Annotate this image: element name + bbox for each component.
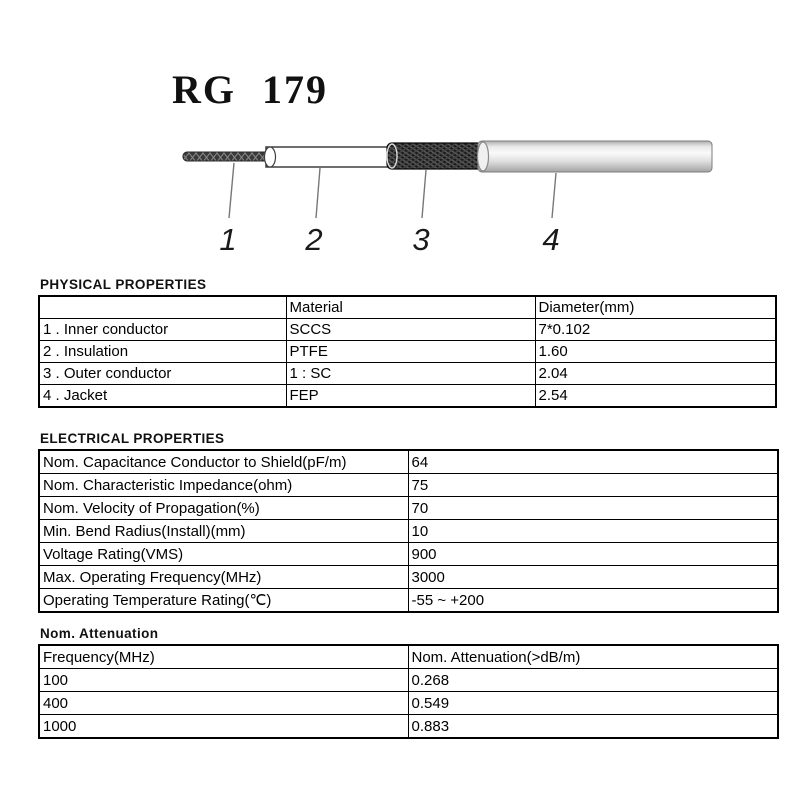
physical-properties-heading: PHYSICAL PROPERTIES bbox=[40, 277, 207, 292]
table-cell: 1 . Inner conductor bbox=[39, 319, 286, 341]
table-cell: 100 bbox=[39, 669, 408, 692]
attenuation-table bbox=[38, 644, 779, 739]
table-cell: Nom. Velocity of Propagation(%) bbox=[39, 497, 408, 520]
table-cell: 75 bbox=[408, 474, 778, 497]
insulation-part bbox=[265, 147, 393, 167]
table-cell: 900 bbox=[408, 543, 778, 566]
header-row bbox=[39, 645, 778, 669]
table-row bbox=[39, 543, 778, 566]
table-cell: 3 . Outer conductor bbox=[39, 363, 286, 385]
table-cell: Nom. Characteristic Impedance(ohm) bbox=[39, 474, 408, 497]
table-cell: Nom. Capacitance Conductor to Shield(pF/m) bbox=[39, 450, 408, 474]
column-header: Diameter(mm) bbox=[535, 296, 776, 319]
table-cell: PTFE bbox=[286, 341, 535, 363]
table-row bbox=[39, 319, 776, 341]
table-row bbox=[39, 341, 776, 363]
inner-conductor-part bbox=[183, 152, 271, 161]
table-cell: 1000 bbox=[39, 715, 408, 739]
table-cell: 10 bbox=[408, 520, 778, 543]
table-cell: 2.54 bbox=[535, 385, 776, 408]
table-cell: SCCS bbox=[286, 319, 535, 341]
table-cell: 70 bbox=[408, 497, 778, 520]
table-row bbox=[39, 692, 778, 715]
table-row bbox=[39, 497, 778, 520]
outer-conductor-part bbox=[387, 143, 482, 169]
table-row bbox=[39, 589, 778, 613]
column-header bbox=[39, 296, 286, 319]
table-cell: 2.04 bbox=[535, 363, 776, 385]
column-header: Material bbox=[286, 296, 535, 319]
part-label-2: 2 bbox=[305, 222, 323, 257]
table-row bbox=[39, 669, 778, 692]
electrical-properties-table bbox=[38, 449, 779, 613]
part-label-3: 3 bbox=[412, 222, 430, 257]
table-cell: 3000 bbox=[408, 566, 778, 589]
table-row bbox=[39, 385, 776, 408]
table-cell: 1 : SC bbox=[286, 363, 535, 385]
table-row bbox=[39, 363, 776, 385]
table-cell: 64 bbox=[408, 450, 778, 474]
table-cell: 1.60 bbox=[535, 341, 776, 363]
table-cell: Operating Temperature Rating(℃) bbox=[39, 589, 408, 613]
table-cell: 0.268 bbox=[408, 669, 778, 692]
table-cell: 7*0.102 bbox=[535, 319, 776, 341]
physical-properties-table bbox=[38, 295, 777, 408]
attenuation-heading: Nom. Attenuation bbox=[40, 626, 159, 641]
column-header: Frequency(MHz) bbox=[39, 645, 408, 669]
table-cell: 2 . Insulation bbox=[39, 341, 286, 363]
table-cell: Max. Operating Frequency(MHz) bbox=[39, 566, 408, 589]
page-title: RG 179 bbox=[172, 67, 328, 112]
table-cell: -55 ~ +200 bbox=[408, 589, 778, 613]
table-cell: 0.549 bbox=[408, 692, 778, 715]
table-cell: Voltage Rating(VMS) bbox=[39, 543, 408, 566]
part-label-1: 1 bbox=[219, 222, 237, 257]
table-cell: 0.883 bbox=[408, 715, 778, 739]
electrical-properties-heading: ELECTRICAL PROPERTIES bbox=[40, 431, 225, 446]
jacket-part bbox=[478, 141, 713, 172]
table-row bbox=[39, 450, 778, 474]
table-cell: FEP bbox=[286, 385, 535, 408]
table-row bbox=[39, 520, 778, 543]
table-cell: Min. Bend Radius(Install)(mm) bbox=[39, 520, 408, 543]
header-row bbox=[39, 296, 776, 319]
table-row bbox=[39, 566, 778, 589]
table-row bbox=[39, 474, 778, 497]
cable-diagram bbox=[0, 0, 800, 270]
table-cell: 4 . Jacket bbox=[39, 385, 286, 408]
part-label-4: 4 bbox=[542, 222, 560, 257]
column-header: Nom. Attenuation(>dB/m) bbox=[408, 645, 778, 669]
table-cell: 400 bbox=[39, 692, 408, 715]
table-row bbox=[39, 715, 778, 739]
